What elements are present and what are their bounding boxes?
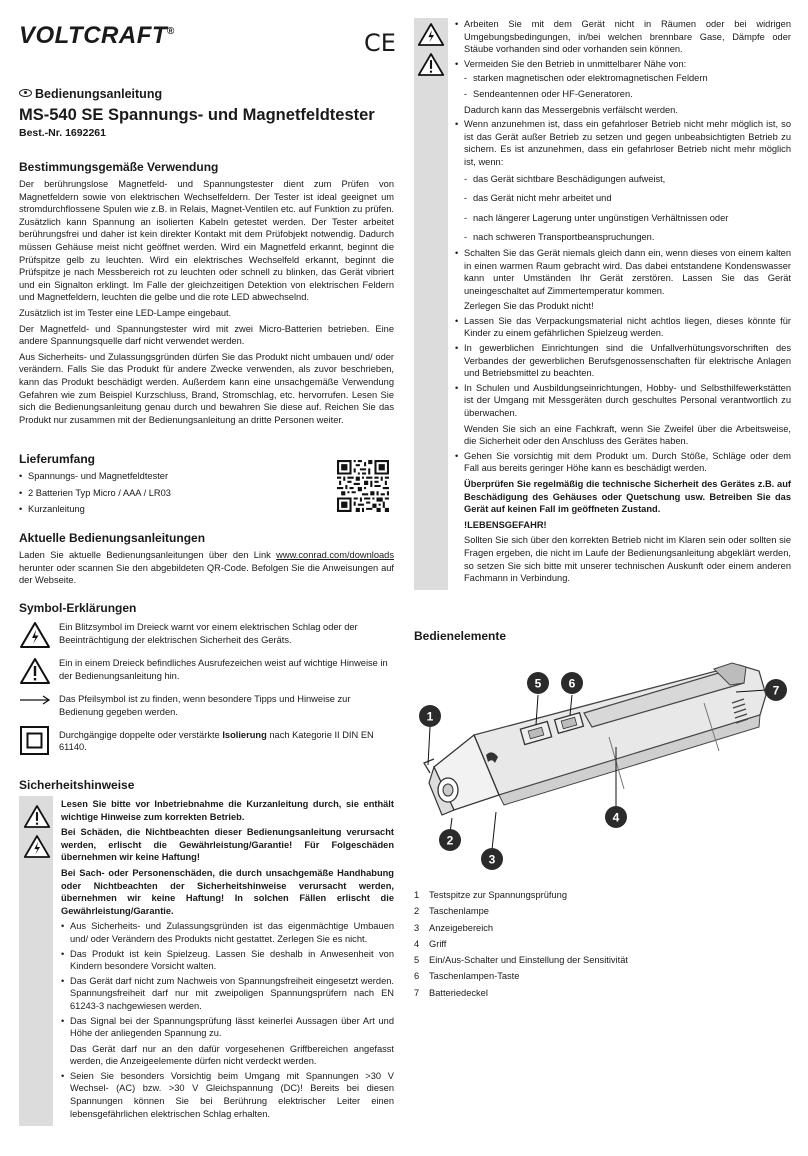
safety-item: • Seien Sie besonders Vorsichtig beim Umgang mit Spannungen >30 V Wechsel- (AC) bzw. >30 V Gleichspannung (DC)! Bereits bei diesen Spannungen können Sie bei Berührung elektrischer Leiter einen lebensgefährlichen elektrischen Schlag erhalten. — [61, 1070, 394, 1120]
exclamation-warning-icon — [417, 52, 445, 77]
callout-6 — [561, 672, 583, 694]
exclamation-warning-icon — [23, 804, 51, 829]
downloads-link[interactable]: www.conrad.com/downloads — [276, 550, 394, 560]
controls-list-wrapper — [414, 887, 792, 1001]
scope-section — [19, 452, 394, 518]
safety-item: • Lassen Sie das Verpackungsmaterial nicht achtlos liegen, dieses könnte für Kinder zu einem gefährlichen Spielzeug werden. — [455, 315, 791, 340]
lightning-warning-icon — [19, 621, 51, 649]
svg-text:5: 5 — [534, 676, 542, 691]
svg-text:6: 6 — [568, 676, 576, 691]
callout-3 — [481, 848, 503, 870]
intended-use-p2: Zusätzlich ist im Tester eine LED-Lampe eingebaut. — [19, 307, 232, 318]
list-item: 3 Anzeigebereich — [414, 922, 494, 933]
controls-heading: Bedienelemente — [414, 629, 507, 643]
scope-item: • Kurzanleitung — [19, 503, 394, 516]
isolation-description: Durchgängige doppelte oder verstärkte Isolierung nach Kategorie II DIN EN 61140. — [59, 729, 374, 753]
intended-use-p1: Der berührungslose Magnetfeld- und Spannungstester dient zum Prüfen von Magnetfeldern sowie von elektrischen Wechselfeldern. Der Tester ist ideal geeignet um stromdurchflossene Spulen wie z.B. in Relais, Magnet-Ventilen etc. auf Funktion zu prüfen. Zusätzlich kann Spannung an isolierten Kabeln getestet werden. Der Tester arbeitet berührungsfrei und daher ist kein direkter Kontakt mit dem Prüfobjekt notwendig. Dadurch müssen Gehäuse meist nicht geöffnet werden. Wird ein Magnetfeld erkannt, beginnt die Prüfspitze gelb zu leuchten. Wird ein elektrisches Wechselfeld erkannt, beginnt die Prüfspitze je nach Messbereich rot zu leuchten oder schnell zu blinken, das Gerät vibriert und ein Signalton erklingt. Im Falle der gleichzeitigen Detektion von elektrischen Feldern und Magnetfeldern, leuchten die gelbe und die rote LED abwechselnd. — [19, 179, 394, 303]
scope-item: • Spannungs- und Magnetfeldtester — [19, 470, 394, 483]
svg-text:7: 7 — [772, 683, 780, 698]
list-item: 1 Testspitze zur Spannungsprüfung — [414, 890, 567, 900]
safety-list-left — [61, 920, 394, 1120]
callout-4 — [605, 806, 627, 828]
intended-use-heading: Bestimmungsgemäße Verwendung — [19, 160, 219, 174]
symbols-heading: Symbol-Erklärungen — [19, 601, 137, 615]
danger-label: !LEBENSGEFAHR! — [464, 519, 547, 530]
safety-section-left — [19, 778, 394, 796]
exclamation-description: Ein in einem Dreieck befindliches Ausrufezeichen weist auf wichtige Hinweise in der Bedienungsanleitung hin. — [59, 658, 388, 681]
brand-logo: VOLTCRAFT® — [19, 22, 175, 49]
scope-heading: Lieferumfang — [19, 452, 96, 466]
list-item: 6 Taschenlampen-Taste — [414, 971, 520, 982]
scope-item: • 2 Batterien Typ Micro / AAA / LR03 — [19, 487, 394, 500]
svg-text:1: 1 — [426, 709, 434, 724]
current-manuals-text: Laden Sie aktuelle Bedienungsanleitungen über den Link www.conrad.com/downloads herunter oder scannen Sie den abgebildeten QR-Code. Befolgen Sie die Anweisungen auf der Webseite. — [19, 550, 394, 586]
list-item: 4 Griff — [414, 938, 447, 949]
svg-text:2: 2 — [446, 833, 454, 848]
safety-item: • Vermeiden Sie den Betrieb in unmittelbarer Nähe von: - starken magnetischen oder elektromagnetischen Feldern - Sendeantennen oder HF-Generatoren. Dadurch kann das Messergebnis verfälscht werden. — [455, 58, 791, 116]
safety-item: • Das Signal bei der Spannungsprüfung lässt keinerlei Aussagen über Art und Höhe der anliegenden Spannung zu. Das Gerät darf nur an den dafür vorgesehenen Griffbereichen angefasst werden, die Anzeigeelemente dürfen nicht verdeckt werden. — [61, 1015, 394, 1068]
lightning-description: Ein Blitzsymbol im Dreieck warnt vor einem elektrischen Schlag oder der Beeinträchtigung der elektrischen Sicherheit des Geräts. — [59, 622, 358, 645]
safety-heading: Sicherheitshinweise — [19, 778, 135, 792]
lightning-warning-icon — [417, 22, 445, 47]
eye-icon — [19, 89, 32, 97]
arrow-icon — [19, 693, 51, 707]
arrow-description: Das Pfeilsymbol ist zu finden, wenn besondere Tipps und Hinweise zur Bedienung gegeben werden. — [59, 694, 351, 717]
safety-bold-1: Lesen Sie bitte vor Inbetriebnahme die Kurzanleitung durch, sie enthält wichtige Hinweise zum korrekten Betrieb. — [61, 799, 394, 822]
manual-label: Bedienungsanleitung — [19, 87, 394, 101]
safety-item: • In gewerblichen Einrichtungen sind die Unfallverhütungsvorschriften des Verbandes der gewerblichen Berufsgenossenschaften für elektrische Anlagen und Betriebsmittel zu beachten. — [455, 342, 791, 380]
qr-code — [337, 460, 389, 512]
lightning-warning-icon — [23, 834, 51, 859]
callout-1 — [419, 705, 441, 727]
list-item: 7 Batteriedeckel — [414, 987, 488, 998]
safety-left-text — [61, 798, 394, 1122]
warning-sidebar-left — [19, 796, 53, 1126]
safety-item: • Das Gerät darf nicht zum Nachweis von Spannungsfreiheit eingesetzt werden. Spannungsfreiheit darf nur mit zweipoligen Spannungsprüfern nach EN 61243-3 nachgewiesen werden. — [61, 975, 394, 1013]
safety-right-text — [455, 18, 791, 587]
current-manuals-section — [19, 531, 394, 587]
symbols-section — [19, 601, 394, 764]
order-number: Best.-Nr. 1692261 — [19, 127, 106, 139]
tester-illustration — [414, 655, 792, 870]
warning-sidebar-right — [414, 18, 448, 590]
safety-item: • In Schulen und Ausbildungseinrichtungen, Hobby- und Selbsthilfewerkstätten ist der Umgang mit Messgeräten durch geschultes Personal verantwortlich zu überwachen. Wenden Sie sich an eine Fachkraft, wenn Sie Zweifel über die Arbeitsweise, die Sicherheit oder den Anschluss des Gerätes haben. — [455, 382, 791, 448]
intended-use-section — [19, 160, 394, 426]
controls-list — [414, 887, 792, 1001]
svg-text:3: 3 — [488, 852, 496, 867]
list-item: 5 Ein/Aus-Schalter und Einstellung der Sensitivität — [414, 955, 628, 966]
controls-section — [414, 629, 792, 647]
double-insulation-icon — [19, 726, 51, 756]
list-item: 2 Taschenlampe — [414, 906, 489, 917]
safety-bold-3: Bei Sach- oder Personenschäden, die durch unsachgemäße Handhabung oder Nichtbeachten der Sicherheitshinweise verursacht werden, übernehmen wir keine Haftung! In solchen Fällen erlischt die Gewährleistung/Garantie. — [61, 867, 394, 916]
safety-list-right — [455, 18, 791, 585]
safety-bold-2: Bei Schäden, die Nichtbeachten dieser Bedienungsanleitung verursacht werden, erlischt die Gewährleistung/Garantie! Für Folgeschäden übernehmen wir keine Haftung! — [61, 827, 394, 863]
safety-item: • Wenn anzunehmen ist, dass ein gefahrloser Betrieb nicht mehr möglich ist, so ist das Gerät außer Betrieb zu setzen und gegen unbeabsichtigten Betrieb zu sichern. Es ist anzunehmen, dass ein gefahrloser Betrieb nicht mehr möglich ist, wenn: - das Gerät sichtbare Beschädigungen aufweist, - das Gerät nicht mehr arbeitet und - nach längerer Lagerung unter ungünstigen Verhältnissen oder - nach schweren Transportbeanspruchungen. — [455, 118, 791, 244]
callout-7 — [765, 679, 787, 701]
page-title: MS-540 SE Spannungs- und Magnetfeldtester — [19, 106, 375, 124]
intended-use-p3: Der Magnetfeld- und Spannungstester wird mit zwei Micro-Batterien betrieben. Eine andere Spannungsquelle darf nicht verwendet werden. — [19, 323, 394, 347]
safety-item: • Arbeiten Sie mit dem Gerät nicht in Räumen oder bei widrigen Umgebungsbedingungen, in/bei welchen brennbare Gase, Dämpfe oder Stäube vorhanden sind oder vorhanden sein können. — [455, 18, 791, 56]
intended-use-p4: Aus Sicherheits- und Zulassungsgründen dürfen Sie das Produkt nicht umbauen und/ oder verändern. Falls Sie das Produkt für andere Zwecke verwenden, als zuvor beschrieben, kann das Produkt beschädigt werden. Außerdem kann eine unsachgemäße Verwendung Gefahren wie zum Beispiel Kurzschluss, Brand, Stromschlag, etc. hervorrufen. Lesen Sie sich die Bedienungsanleitung genau durch und bewahren Sie diese auf. Reichen Sie das Produkt nur zusammen mit der Bedienungsanleitung an dritte Personen weiter. — [19, 351, 394, 425]
callout-5 — [527, 672, 549, 694]
current-manuals-heading: Aktuelle Bedienungsanleitungen — [19, 531, 206, 545]
safety-item: • Schalten Sie das Gerät niemals gleich dann ein, wenn dieses von einem kalten in einen warmen Raum gebracht wird. Das dabei entstandene Kondenswasser kann unter Umständen Ihr Gerät zerstören. Lassen Sie das Gerät uneingeschaltet auf Zimmertemperatur kommen. Zerlegen Sie das Produkt nicht! — [455, 247, 791, 313]
safety-item: • Aus Sicherheits- und Zulassungsgründen ist das eigenmächtige Umbauen und/ oder Verändern des Produkts nicht gestattet. Zerlegen Sie es nicht. — [61, 920, 394, 945]
safety-item: • Das Produkt ist kein Spielzeug. Lassen Sie deshalb in Anwesenheit von Kindern besondere Vorsicht walten. — [61, 948, 394, 973]
ce-mark: CE — [364, 29, 396, 57]
exclamation-warning-icon — [19, 657, 51, 685]
callout-2 — [439, 829, 461, 851]
safety-item: • Gehen Sie vorsichtig mit dem Produkt um. Durch Stöße, Schläge oder dem Fall aus bereits geringer Höhe kann es beschädigt werden. Überprüfen Sie regelmäßig die technische Sicherheit des Gerätes z.B. auf Beschädigung des Gehäuses oder Quetschung usw. Betreiben Sie das Gerät auf keinen Fall im geöffneten Zustand. !LEBENSGEFAHR! Sollten Sie sich über den korrekten Betrieb nicht im Klaren sein oder sollten sie Fragen ergeben, die nicht im Laufe der Bedienungsanleitung abgeklärt werden, so setzen Sie sich bitte mit unserer technischen Auskunft oder einem anderen Fachmann in Verbindung. — [455, 450, 791, 585]
svg-text:4: 4 — [612, 810, 620, 825]
